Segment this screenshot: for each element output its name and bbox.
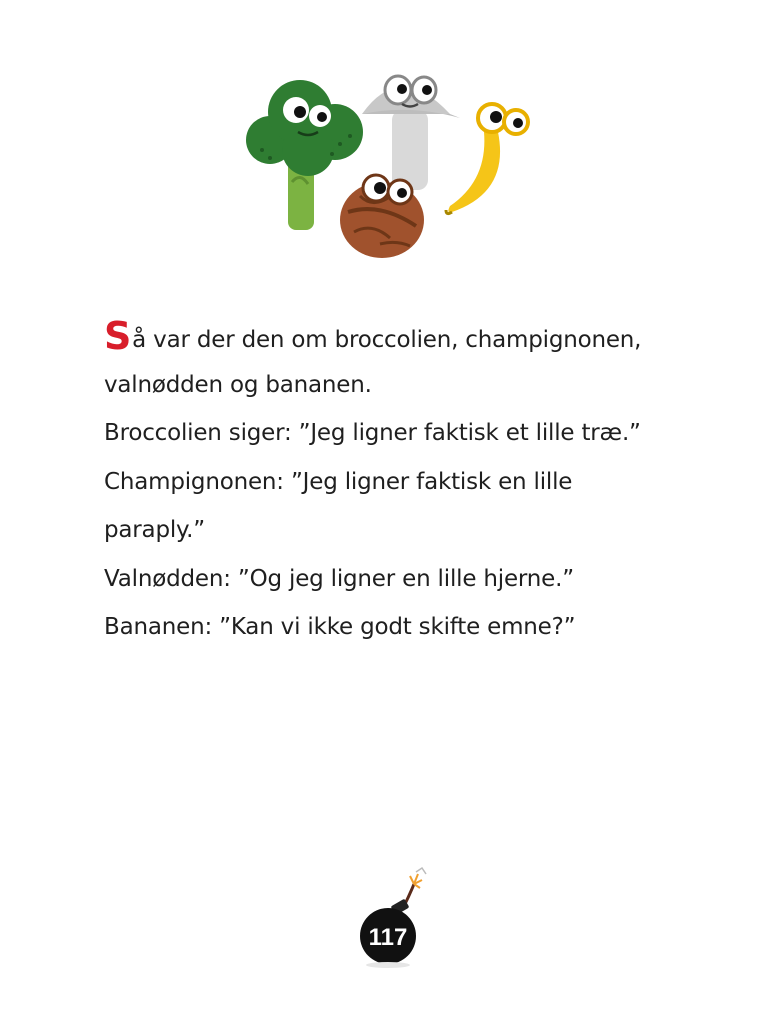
story-line bbox=[104, 312, 704, 361]
story-line-text: å var der den om broccolien, champignonen, bbox=[132, 327, 642, 353]
mushroom-icon bbox=[362, 76, 460, 190]
story-line: Broccolien siger: ”Jeg ligner faktisk et lille træ.” bbox=[104, 420, 641, 446]
page-number-badge bbox=[352, 866, 432, 971]
page-number: 117 bbox=[368, 924, 408, 951]
banana-icon bbox=[446, 104, 528, 214]
story-text bbox=[104, 312, 704, 652]
story-line: Valnødden: ”Og jeg ligner en lille hjerne.” bbox=[104, 565, 574, 592]
bomb-icon bbox=[360, 868, 426, 968]
walnut-icon bbox=[340, 175, 424, 258]
drop-cap: S bbox=[104, 314, 132, 358]
story-line: paraply.” bbox=[104, 517, 205, 543]
food-characters-illustration bbox=[240, 62, 540, 267]
story-line: valnødden og bananen. bbox=[104, 371, 372, 398]
story-line: Champignonen: ”Jeg ligner faktisk en lille bbox=[104, 468, 573, 495]
story-line: Bananen: ”Kan vi ikke godt skifte emne?” bbox=[104, 614, 576, 640]
